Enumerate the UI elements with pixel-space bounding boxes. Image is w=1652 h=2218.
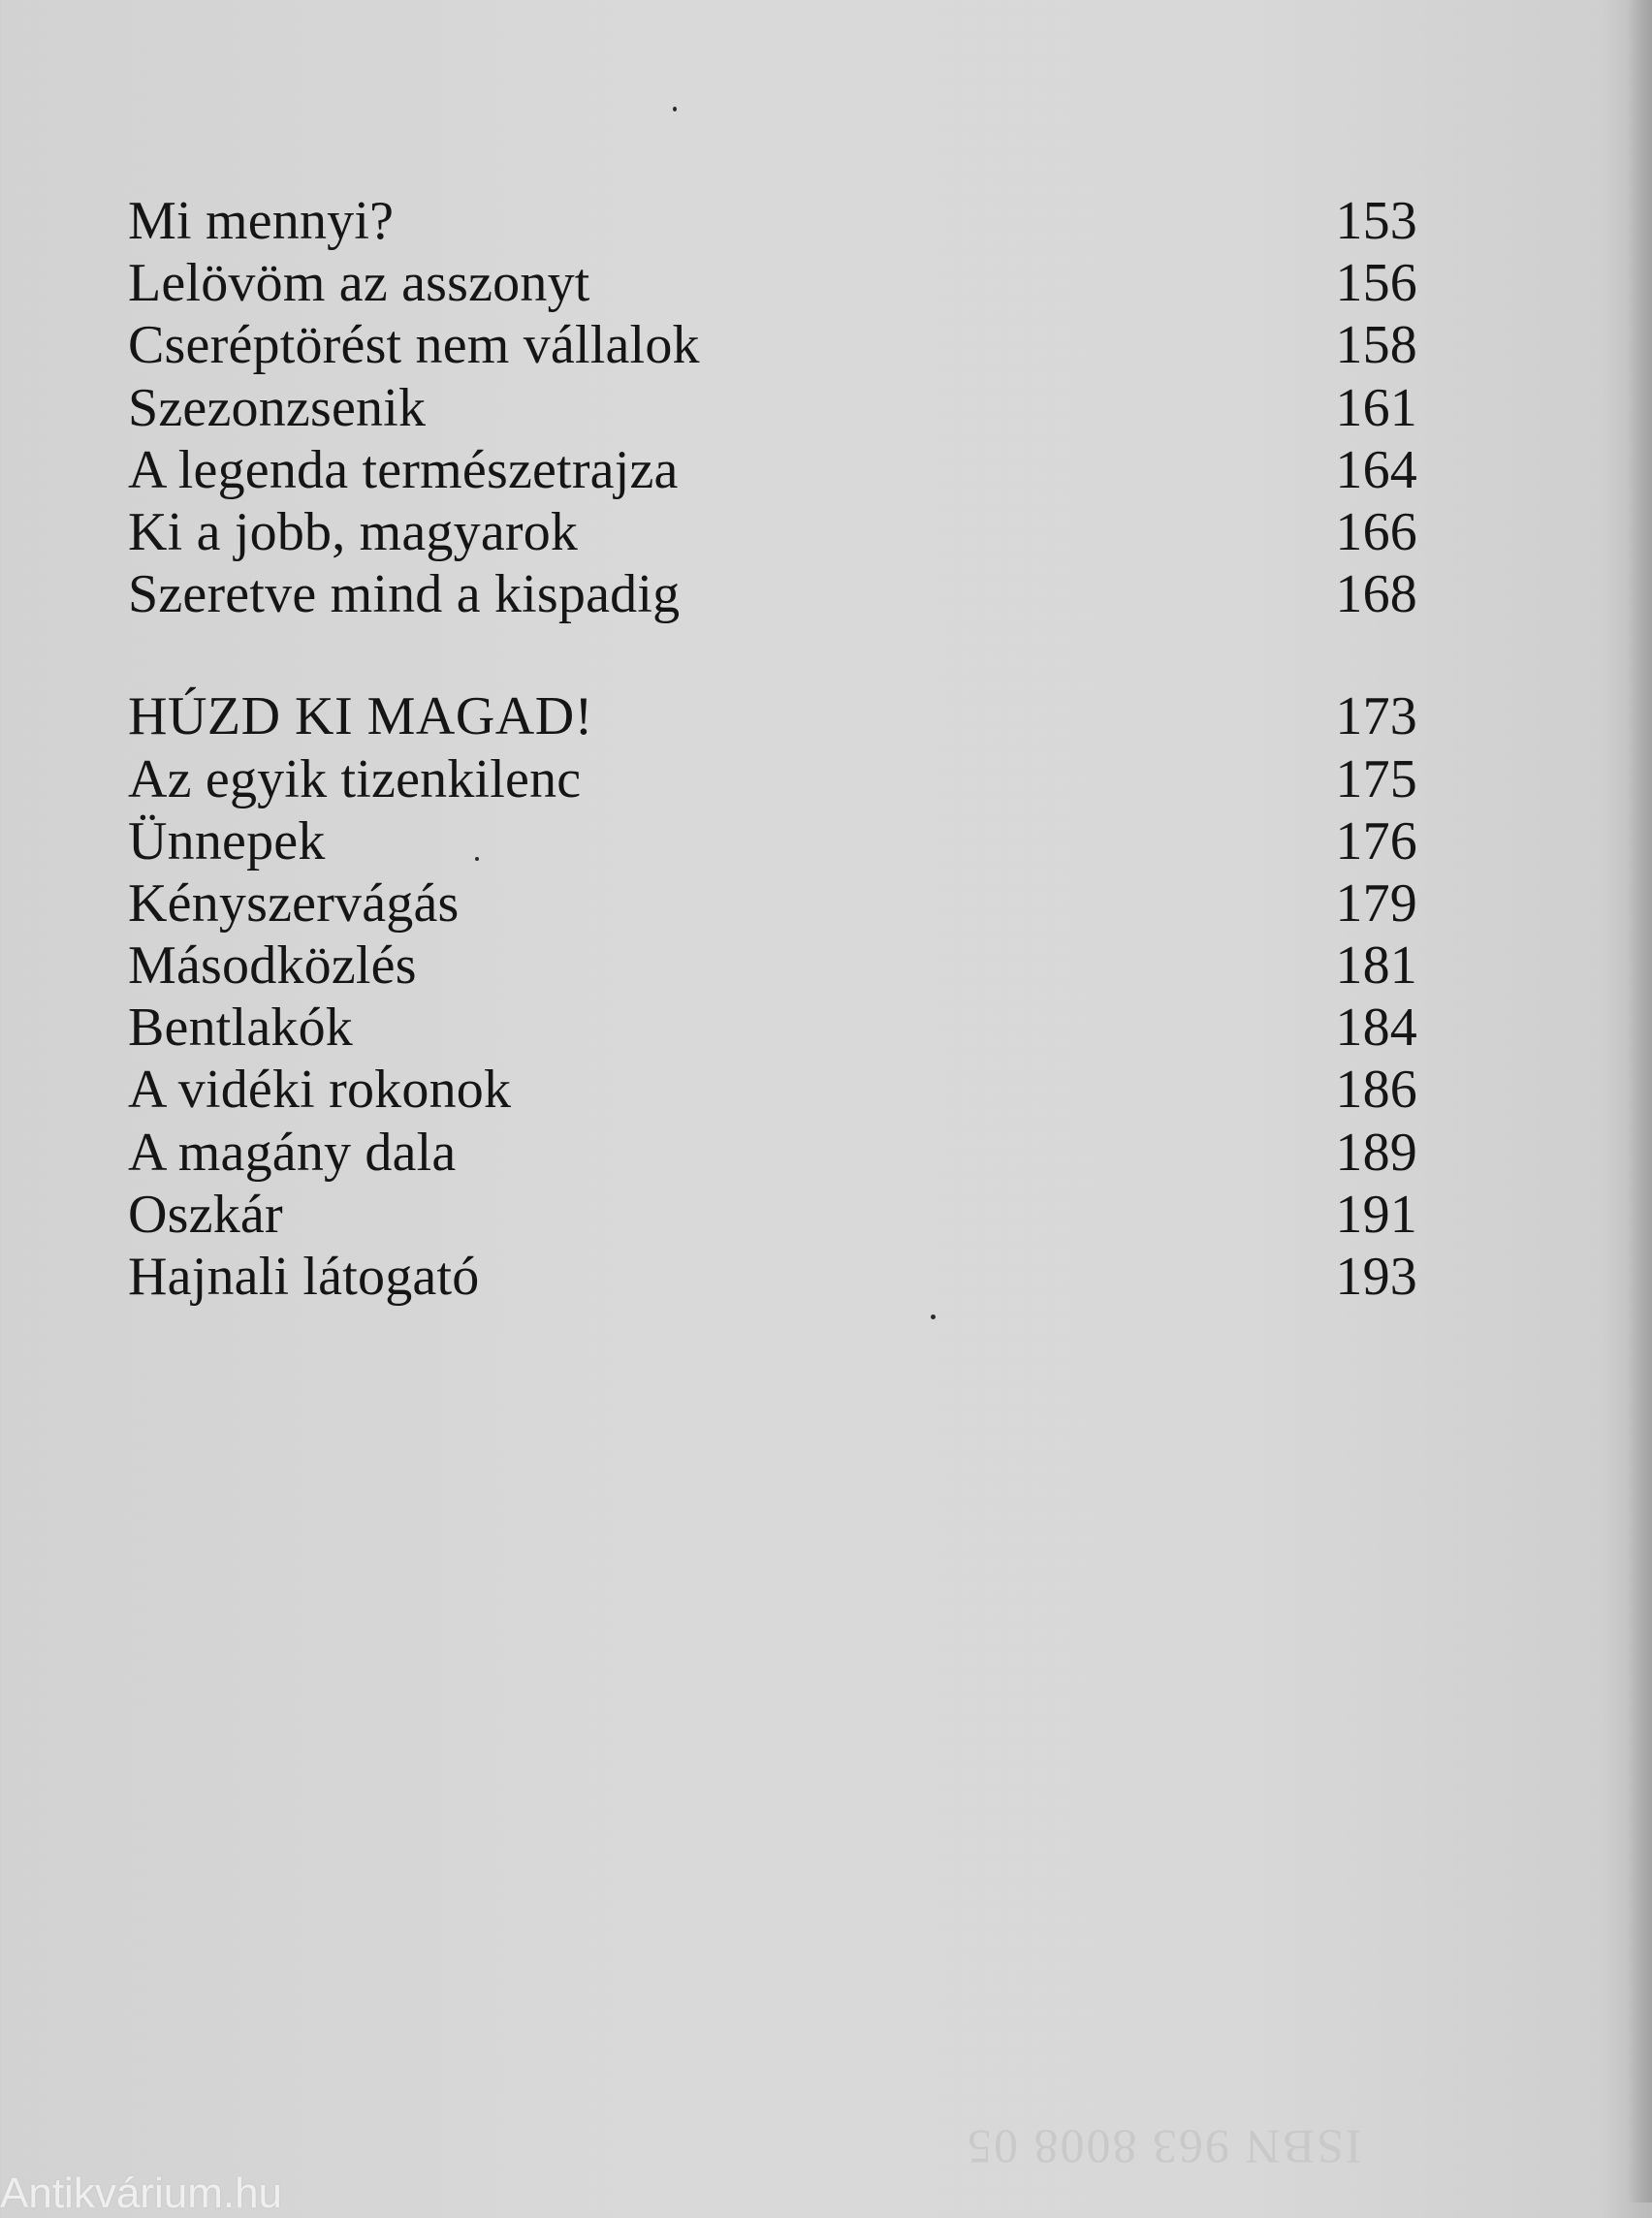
toc-entry-page: 181 bbox=[1335, 935, 1417, 997]
toc-entry-title: A vidéki rokonok bbox=[128, 1060, 512, 1121]
toc-entry-page: 191 bbox=[1335, 1184, 1417, 1245]
toc-entry bbox=[128, 935, 1417, 997]
toc-entry-title: Lelövöm az asszonyt bbox=[128, 253, 590, 314]
toc-entry-title: Bentlakók bbox=[128, 998, 353, 1059]
toc-entry-page: 176 bbox=[1335, 810, 1417, 871]
toc-entry bbox=[128, 1184, 1417, 1246]
toc-entry-title: A legenda természetrajza bbox=[128, 439, 679, 500]
toc-entry bbox=[128, 872, 1417, 935]
toc-entry bbox=[128, 810, 1417, 872]
toc-entry-title: HÚZD KI MAGAD! bbox=[128, 686, 593, 747]
toc-entry-title: Ünnepek bbox=[128, 810, 326, 871]
paper-speck bbox=[673, 107, 677, 111]
toc-entry bbox=[128, 1059, 1417, 1121]
toc-entry-page: 164 bbox=[1335, 439, 1417, 500]
toc-entry-page: 186 bbox=[1335, 1060, 1417, 1121]
toc-entry-page: 193 bbox=[1335, 1247, 1417, 1307]
toc-section-1 bbox=[128, 190, 1417, 625]
watermark: Antikvárium.hu bbox=[0, 2170, 283, 2217]
toc-entry-title: Másodközlés bbox=[128, 935, 417, 997]
toc-entry bbox=[128, 1246, 1417, 1308]
toc-entry-page: 173 bbox=[1335, 686, 1417, 747]
toc-entry bbox=[128, 252, 1417, 314]
toc-entry bbox=[128, 314, 1417, 376]
toc-entry-page: 161 bbox=[1335, 377, 1417, 438]
toc-entry-title: Mi mennyi? bbox=[128, 191, 395, 251]
toc-entry-title: Szezonzsenik bbox=[128, 377, 427, 438]
toc-entry-page: 184 bbox=[1335, 998, 1417, 1059]
toc-section-2 bbox=[128, 685, 1417, 1308]
toc-entry-page: 168 bbox=[1335, 564, 1417, 625]
toc-entry bbox=[128, 1122, 1417, 1184]
toc-entry-title: Ki a jobb, magyarok bbox=[128, 501, 579, 562]
toc-entry bbox=[128, 748, 1417, 810]
toc-entry bbox=[128, 190, 1417, 252]
toc-entry bbox=[128, 439, 1417, 501]
toc-entry-title: Oszkár bbox=[128, 1184, 283, 1245]
toc-entry-page: 179 bbox=[1335, 872, 1417, 934]
toc-entry-page: 153 bbox=[1335, 191, 1417, 251]
paper-speck bbox=[475, 857, 479, 861]
toc-entry-title: A magány dala bbox=[128, 1122, 457, 1183]
toc-entry bbox=[128, 563, 1417, 625]
toc-entry-page: 156 bbox=[1335, 253, 1417, 314]
toc-entry-title: Szeretve mind a kispadig bbox=[128, 564, 681, 625]
toc-entry-title: Az egyik tizenkilenc bbox=[128, 748, 582, 809]
toc-entry-page: 166 bbox=[1335, 501, 1417, 562]
toc-entry-title: Cseréptörést nem vállalok bbox=[128, 315, 700, 376]
toc-entry-title: Hajnali látogató bbox=[128, 1247, 480, 1307]
paper-speck bbox=[931, 1315, 936, 1319]
table-of-contents bbox=[128, 190, 1417, 1308]
toc-entry-page: 189 bbox=[1335, 1122, 1417, 1183]
page-edge-shadow bbox=[1627, 0, 1652, 2202]
toc-entry-page: 158 bbox=[1335, 315, 1417, 376]
toc-entry bbox=[128, 997, 1417, 1059]
toc-entry-title: Kényszervágás bbox=[128, 872, 460, 934]
bleed-through-isbn: ISBN 963 8008 05 bbox=[966, 2120, 1362, 2174]
toc-entry bbox=[128, 501, 1417, 563]
toc-entry-page: 175 bbox=[1335, 748, 1417, 809]
toc-entry bbox=[128, 377, 1417, 439]
toc-section-heading bbox=[128, 685, 1417, 747]
